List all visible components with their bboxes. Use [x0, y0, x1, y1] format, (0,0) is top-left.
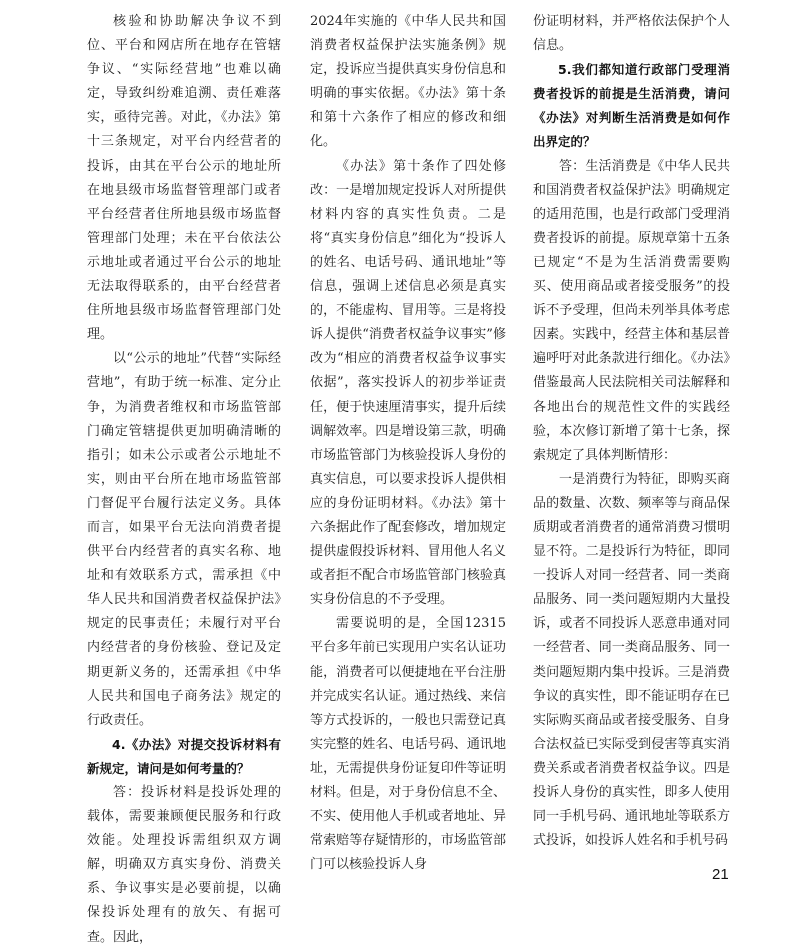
paragraph: 核验和协助解决争议不到位、平台和网店所在地存在管辖争议、“实际经营地”也难以确定，导致纠纷难追溯、责任难落实，亟待完善。对此，《办法》第十三条规定，对平台内经营者的投诉，由其在平台公示的地址所在地县级市场监督管理部门或者平台经营者住所地县级市场监督管理部门处理；未在平台依法公示地址或者通过平台公示的地址无法取得联系的，由平台经营者住所地县级市场监督管理部门处理。 — [87, 14, 281, 343]
paragraph: 2024年实施的《中华人民共和国消费者权益保护法实施条例》规定，投诉应当提供真实身份信息和明确的事实依据。《办法》第十条和第十六条作了相应的修改和细化。 — [310, 14, 506, 150]
text-column-3 — [533, 10, 730, 853]
paragraph: 答：投诉材料是投诉处理的载体，需要兼顾便民服务和行政效能。处理投诉需组织双方调解，明确双方真实身份、消费关系、争议事实是必要前提，以确保投诉处理有的放矢、有据可查。因此， — [87, 785, 281, 945]
page-number: 21 — [712, 866, 729, 883]
section-heading: 4.《办法》对提交投诉材料有新规定，请问是如何考量的？ — [87, 736, 281, 776]
paragraph: 需要说明的是，全国12315平台多年前已实现用户实名认证功能，消费者可以便捷地在平台注册并完成实名认证。通过热线、来信等方式投诉的，一般也只需登记真实完整的姓名、电话号码、通讯地址，无需提供身份证复印件等证明材料。但是，对于身份信息不全、不实、使用他人手机或者地址、异常索赔等存疑情形的，市场监管部门可以核验投诉人身 — [310, 616, 506, 873]
paragraph: 《办法》第十条作了四处修改：一是增加规定投诉人对所提供材料内容的真实性负责。二是将“真实身份信息”细化为“投诉人的姓名、电话号码、通讯地址”等信息，强调上述信息必须是真实的，不能虚构、冒用等。三是将投诉人提供“消费者权益争议事实”修改为“相应的消费者权益争议事实依据”，落实投诉人的初步举证责任，便于快速厘清事实，提升后续调解效率。四是增设第三款，明确市场监管部门为核验投诉人身份的真实信息，可以要求投诉人提供相应的身份证明材料。《办法》第十六条据此作了配套修改，增加规定提供虚假投诉材料、冒用他人名义或者拒不配合市场监管部门核验真实身份信息的不予受理。 — [310, 158, 506, 608]
paragraph: 以“公示的地址”代替“实际经营地”，有助于统一标准、定分止争，为消费者维权和市场监管部门确定管辖提供更加明确清晰的指引；如未公示或者公示地址不实，则由平台所在地市场监管部门督促平台履行法定义务。具体而言，如果平台无法向消费者提供平台内经营者的真实名称、地址和有效联系方式，需承担《中华人民共和国消费者权益保护法》规定的民事责任；未履行对平台内经营者的身份核验、登记及定期更新义务的，还需承担《中华人民共和国电子商务法》规定的行政责任。 — [87, 351, 281, 728]
paragraph: 答：生活消费是《中华人民共和国消费者权益保护法》明确规定的适用范围，也是行政部门受理消费者投诉的前提。原规章第十五条已规定“不是为生活消费需要购买、使用商品或者接受服务”的投诉不予受理，但尚未列举具体考虑因素。实践中，经营主体和基层普遍呼吁对此条款进行细化。《办法》借鉴最高人民法院相关司法解释和各地出台的规范性文件的实践经验，本次修订新增了第十七条，探索规定了具体判断情形： — [533, 158, 730, 463]
paragraph: 一是消费行为特征，即购买商品的数量、次数、频率等与商品保质期或者消费者的通常消费习惯明显不符。二是投诉行为特征，即同一投诉人对同一经营者、同一类商品服务、同一类问题短期内大量投诉，或者不同投诉人恶意串通对同一经营者、同一类商品服务、同一类问题短期内集中投诉。三是消费争议的真实性，即不能证明存在已实际购买商品或者接受服务、自身合法权益已实际受到侵害等真实消费关系或者消费者权益争议。四是投诉人身份的真实性，即多人使用同一手机号码、通讯地址等联系方式投诉，如投诉人姓名和手机号码 — [533, 471, 730, 849]
section-heading: 5.我们都知道行政部门受理消费者投诉的前提是生活消费，请问《办法》对判断生活消费是如何作出界定的？ — [533, 62, 730, 150]
paragraph: 份证明材料，并严格依法保护个人信息。 — [533, 14, 730, 54]
text-column-1 — [87, 10, 281, 950]
text-column-2 — [310, 10, 506, 877]
